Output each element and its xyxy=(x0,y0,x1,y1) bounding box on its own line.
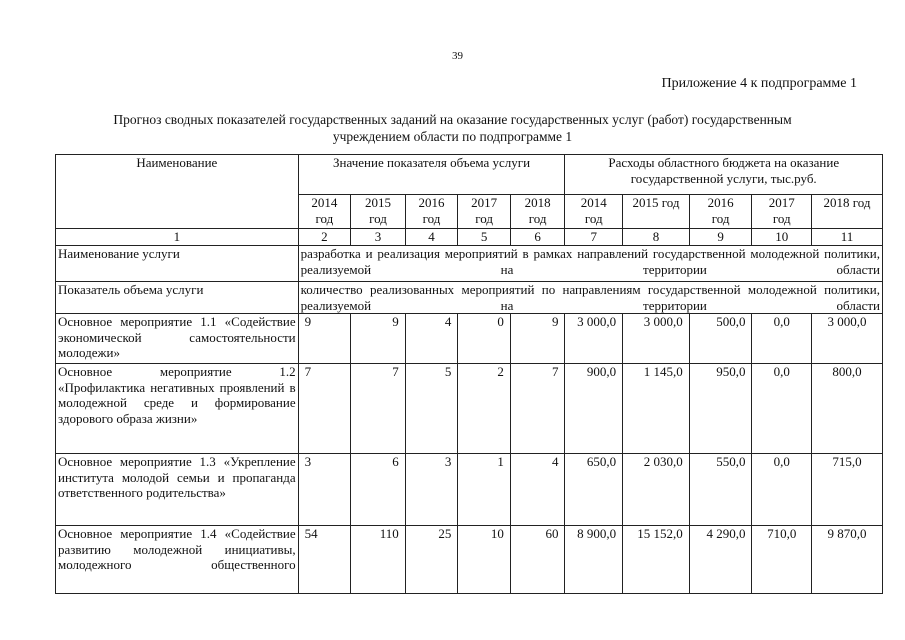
year-suffix: год xyxy=(528,210,547,226)
value-cell: 715,0 xyxy=(812,454,883,526)
year-label: 2014 xyxy=(580,195,607,210)
value-cell: 4 xyxy=(510,454,565,526)
year-label: 2015 xyxy=(364,195,391,210)
value-cell: 9 xyxy=(510,314,565,364)
value-cell: 8 900,0 xyxy=(565,526,623,594)
table-row xyxy=(56,454,883,526)
indicator-label: Показатель объема услуги xyxy=(56,282,299,314)
value-cell: 950,0 xyxy=(689,364,752,454)
year-header-cell xyxy=(510,195,565,229)
table-row xyxy=(56,526,883,594)
year-suffix: год xyxy=(315,210,334,226)
value-cell: 60 xyxy=(510,526,565,594)
year-suffix: год xyxy=(369,210,387,226)
value-cell: 1 xyxy=(458,454,511,526)
header-expense: Расходы областного бюджета на оказание государственной услуги, тыс.руб. xyxy=(565,155,883,195)
page-number: 39 xyxy=(452,50,463,62)
title-line-1: Прогноз сводных показателей государственных заданий на оказание государственных услуг (работ) государственным xyxy=(113,112,792,127)
value-cell: 9 xyxy=(298,314,351,364)
year-label: 2016 xyxy=(707,195,734,210)
value-cell: 15 152,0 xyxy=(623,526,690,594)
value-cell: 2 030,0 xyxy=(623,454,690,526)
activity-name: Основное мероприятие 1.1 «Содействие экономической самостоятельности молодежи» xyxy=(56,314,299,364)
year-label: 2016 xyxy=(418,195,445,210)
activity-name: Основное мероприятие 1.4 «Содействие развитию молодежной инициативы, молодежного общественного xyxy=(56,526,299,594)
column-number-cell: 2 xyxy=(298,229,351,246)
value-cell: 900,0 xyxy=(565,364,623,454)
year-suffix: год xyxy=(475,210,493,226)
title-line-2: учреждением области по подпрограмме 1 xyxy=(332,129,573,144)
value-cell: 25 xyxy=(405,526,458,594)
header-name: Наименование xyxy=(56,155,299,229)
year-header-cell xyxy=(623,195,690,229)
indicator-value: количество реализованных мероприятий по направлениям государственной молодежной политики, реализуемой на территории области xyxy=(298,282,882,314)
value-cell: 7 xyxy=(351,364,406,454)
year-suffix: год xyxy=(584,210,603,226)
value-cell: 3 000,0 xyxy=(812,314,883,364)
value-cell: 650,0 xyxy=(565,454,623,526)
value-cell: 10 xyxy=(458,526,511,594)
activity-name: Основное мероприятие 1.3 «Укрепление института молодой семьи и пропаганда ответственного родительства» xyxy=(56,454,299,526)
year-header-cell xyxy=(298,195,351,229)
value-cell: 0,0 xyxy=(752,364,812,454)
column-number-cell: 11 xyxy=(812,229,883,246)
table-row xyxy=(56,314,883,364)
column-number-cell: 10 xyxy=(752,229,812,246)
value-cell: 9 870,0 xyxy=(812,526,883,594)
column-number-cell: 6 xyxy=(510,229,565,246)
service-name-label: Наименование услуги xyxy=(56,246,299,282)
year-header-cell xyxy=(565,195,623,229)
value-cell: 9 xyxy=(351,314,406,364)
year-label: 2018 xyxy=(524,195,551,210)
value-cell: 6 xyxy=(351,454,406,526)
value-cell: 0,0 xyxy=(752,454,812,526)
value-cell: 4 290,0 xyxy=(689,526,752,594)
value-cell: 0 xyxy=(458,314,511,364)
column-number-cell: 9 xyxy=(689,229,752,246)
value-cell: 3 xyxy=(298,454,351,526)
header-volume: Значение показателя объема услуги xyxy=(298,155,565,195)
column-number-cell: 4 xyxy=(405,229,458,246)
year-label: 2015 год xyxy=(632,195,680,210)
table-row xyxy=(56,364,883,454)
year-suffix: год xyxy=(422,210,441,226)
year-header-cell xyxy=(752,195,812,229)
column-number-cell: 3 xyxy=(351,229,406,246)
column-number-cell: 8 xyxy=(623,229,690,246)
year-header-cell xyxy=(405,195,458,229)
year-header-cell xyxy=(812,195,883,229)
column-number-row xyxy=(56,229,883,246)
value-cell: 1 145,0 xyxy=(623,364,690,454)
year-label: 2017 xyxy=(471,195,498,210)
value-cell: 7 xyxy=(510,364,565,454)
forecast-table xyxy=(55,154,883,594)
value-cell: 7 xyxy=(298,364,351,454)
year-label: 2017 xyxy=(768,195,795,210)
year-header-cell xyxy=(458,195,511,229)
year-header-cell xyxy=(351,195,406,229)
value-cell: 4 xyxy=(405,314,458,364)
value-cell: 3 xyxy=(405,454,458,526)
value-cell: 110 xyxy=(351,526,406,594)
value-cell: 2 xyxy=(458,364,511,454)
activity-name: Основное мероприятие 1.2 «Профилактика негативных проявлений в молодежной среде и формирование здорового образа жизни» xyxy=(56,364,299,454)
value-cell: 5 xyxy=(405,364,458,454)
column-number-cell: 7 xyxy=(565,229,623,246)
year-label: 2014 xyxy=(311,195,338,210)
value-cell: 800,0 xyxy=(812,364,883,454)
value-cell: 0,0 xyxy=(752,314,812,364)
column-number-cell: 1 xyxy=(56,229,299,246)
year-suffix: год xyxy=(711,210,730,226)
document-title xyxy=(40,111,865,145)
year-label: 2018 год xyxy=(823,195,871,210)
value-cell: 710,0 xyxy=(752,526,812,594)
value-cell: 500,0 xyxy=(689,314,752,364)
service-name-value: разработка и реализация мероприятий в рамках направлений государственной молодежной политики, реализуемой на территории области xyxy=(298,246,882,282)
year-suffix: год xyxy=(772,210,791,226)
column-number-cell: 5 xyxy=(458,229,511,246)
value-cell: 3 000,0 xyxy=(623,314,690,364)
appendix-label: Приложение 4 к подпрограмме 1 xyxy=(661,76,857,91)
value-cell: 3 000,0 xyxy=(565,314,623,364)
value-cell: 54 xyxy=(298,526,351,594)
value-cell: 550,0 xyxy=(689,454,752,526)
year-header-cell xyxy=(689,195,752,229)
